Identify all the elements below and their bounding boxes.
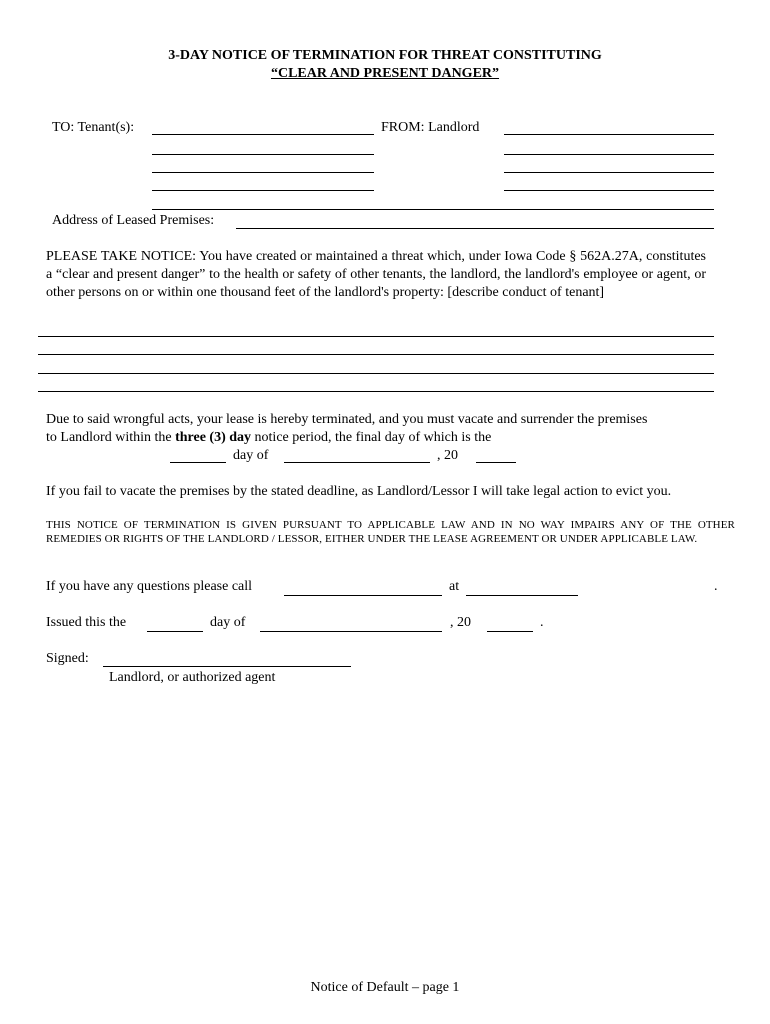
- signed-label: Signed:: [46, 651, 89, 666]
- document-title-line1: 3-DAY NOTICE OF TERMINATION FOR THREAT CONSTITUTING: [168, 48, 602, 63]
- landlord-name-line-4[interactable]: [504, 190, 714, 191]
- termination-line-1: Due to said wrongful acts, your lease is hereby terminated, and you must vacate and surrender the premises: [46, 412, 648, 427]
- from-landlord-label: FROM: Landlord: [381, 120, 480, 135]
- final-month-blank[interactable]: [284, 462, 430, 463]
- termination-bold: three (3) day: [175, 430, 252, 445]
- landlord-name-line-1[interactable]: [504, 134, 714, 135]
- termination-pre: to Landlord within the: [46, 430, 176, 445]
- signature-line[interactable]: [103, 666, 351, 667]
- address-line[interactable]: [236, 228, 714, 229]
- address-line-upper[interactable]: [152, 209, 714, 210]
- conduct-line-4[interactable]: [38, 391, 714, 392]
- issued-period: .: [540, 615, 544, 630]
- address-label: Address of Leased Premises:: [52, 213, 215, 228]
- signature-caption: Landlord, or authorized agent: [109, 670, 276, 685]
- tenant-name-line-4[interactable]: [152, 190, 374, 191]
- issued-month-blank[interactable]: [260, 631, 442, 632]
- document-title-line2: [0, 66, 770, 82]
- conduct-line-2[interactable]: [38, 354, 714, 355]
- to-tenants-label: TO: Tenant(s):: [52, 120, 135, 135]
- conduct-line-3[interactable]: [38, 373, 714, 374]
- issued-year-blank[interactable]: [487, 631, 533, 632]
- final-day-blank[interactable]: [170, 462, 226, 463]
- page-footer: Notice of Default – page 1: [310, 980, 460, 995]
- issued-label: Issued this the: [46, 615, 127, 630]
- disclaimer-text: THIS NOTICE OF TERMINATION IS GIVEN PURSUANT TO APPLICABLE LAW AND IN NO WAY IMPAIRS ANY OF THE OTHER REMEDIES OR RIGHTS OF THE LANDLORD / LESSOR, EITHER UNDER THE LEASE AGREEMENT OR UNDER APPLICABLE LAW.: [46, 519, 735, 545]
- final-year-blank[interactable]: [476, 462, 516, 463]
- termination-post: notice period, the final day of which is the: [251, 430, 492, 445]
- issued-day-blank[interactable]: [147, 631, 203, 632]
- tenant-name-line-1[interactable]: [152, 134, 374, 135]
- contact-name-blank[interactable]: [284, 595, 442, 596]
- final-day-of-label: day of: [233, 448, 269, 463]
- notice-paragraph: PLEASE TAKE NOTICE: You have created or maintained a threat which, under Iowa Code § 562A.27A, constitutes a “clear and present danger” to the health or safety of other tenants, the landlord, the landlord's employee or agent, or other persons on or within one thousand feet of the landlord's property: [describe conduct of tenant]: [46, 249, 706, 300]
- questions-at-label: at: [449, 579, 460, 594]
- issued-year-prefix: , 20: [450, 615, 471, 630]
- issued-day-of-label: day of: [210, 615, 246, 630]
- tenant-name-line-3[interactable]: [152, 172, 374, 173]
- questions-label: If you have any questions please call: [46, 579, 253, 594]
- termination-line-2: [46, 430, 491, 446]
- contact-phone-blank[interactable]: [466, 595, 578, 596]
- questions-period: .: [714, 579, 718, 594]
- title-line2-text: “CLEAR AND PRESENT DANGER”: [270, 66, 500, 81]
- landlord-name-line-3[interactable]: [504, 172, 714, 173]
- final-year-prefix: , 20: [437, 448, 458, 463]
- fail-to-vacate-text: If you fail to vacate the premises by the stated deadline, as Landlord/Lessor I will take legal action to evict you.: [46, 484, 672, 499]
- tenant-name-line-2[interactable]: [152, 154, 374, 155]
- landlord-name-line-2[interactable]: [504, 154, 714, 155]
- conduct-line-1[interactable]: [38, 336, 714, 337]
